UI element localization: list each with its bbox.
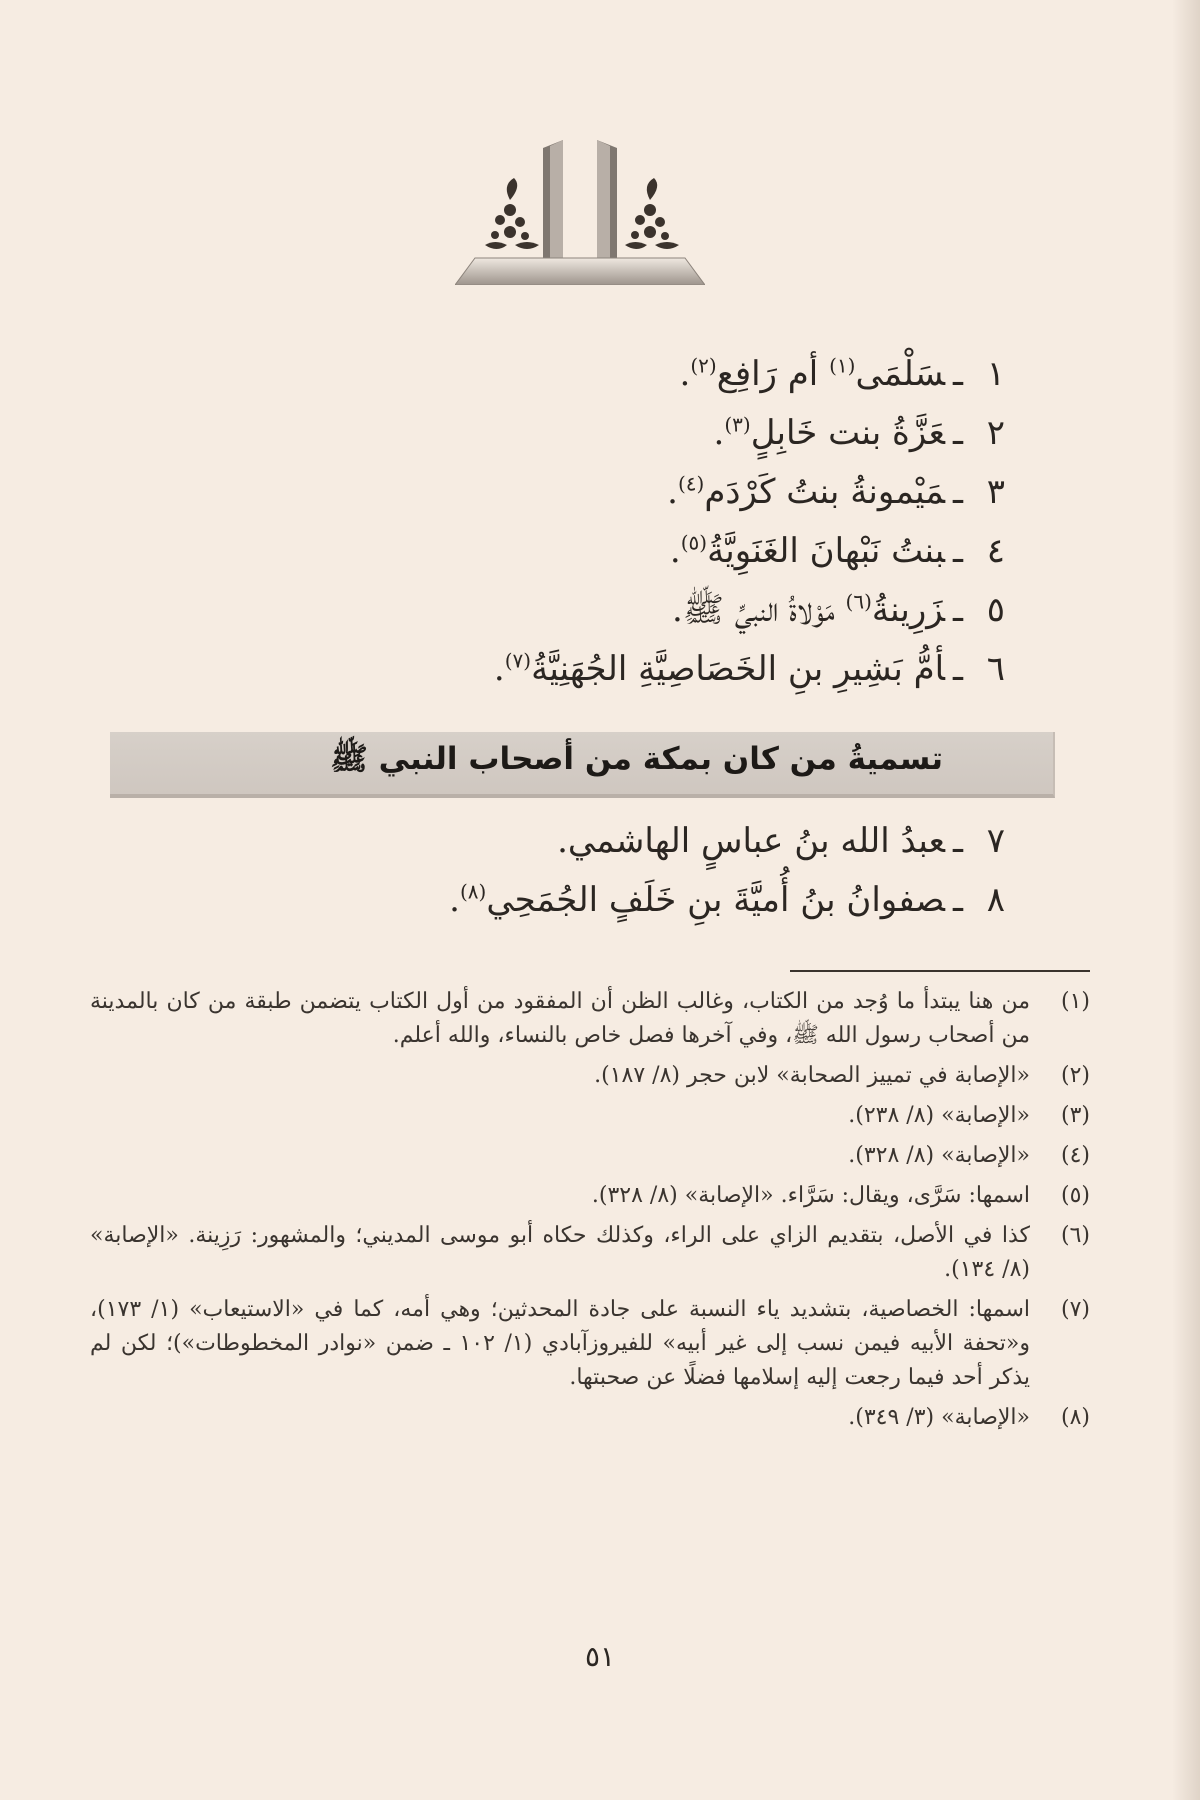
footnote-number: (٨): [1060, 1405, 1090, 1430]
list-item: ١ـسَلْمَى$^{(١)}$ أم رَافِع$^{(٢)}$.: [305, 345, 1005, 404]
footnote: [90, 1293, 1090, 1395]
footnote-number: (٦): [1060, 1223, 1090, 1248]
list-item: ٦ـأمُّ بَشِيرِ بنِ الخَصَاصِيَّةِ الجُهَنِيَّةُ$^{(٧)}$.: [305, 640, 1005, 699]
footnote-text: «الإصابة» (٨/ ٢٣٨).: [848, 1103, 1030, 1128]
footnote-text: «الإصابة في تمييز الصحابة» لابن حجر (٨/ ١٨٧).: [594, 1063, 1030, 1088]
list-item: ٢ـعَزَّةُ بنت خَابِلٍ$^{(٣)}$.: [305, 404, 1005, 463]
footnote-ref[interactable]: (٥): [680, 530, 708, 555]
entry-number: ٤: [986, 531, 1005, 571]
footnote: [90, 1139, 1090, 1173]
footnote-ref[interactable]: (٦): [845, 589, 872, 614]
footnote-ref[interactable]: (٢): [690, 353, 717, 378]
footnote-text: اسمها: سَرَّى، ويقال: سَرَّاء. «الإصابة» (٨/ ٣٢٨).: [591, 1183, 1030, 1208]
entry-name: زَرِينةُ: [871, 590, 946, 630]
entry-number: ٣: [986, 472, 1005, 512]
footnote-text: «الإصابة» (٣/ ٣٤٩).: [848, 1405, 1030, 1430]
footnote-text: «الإصابة» (٨/ ٣٢٨).: [848, 1143, 1030, 1168]
footnote-ref[interactable]: (١): [829, 353, 856, 378]
entry-name: سَلْمَى: [855, 354, 946, 394]
list-item: ٣ـمَيْمونةُ بنتُ كَرْدَم$^{(٤)}$.: [305, 463, 1005, 522]
footnote-number: (٣): [1060, 1103, 1090, 1128]
entries-list-2: [305, 812, 1005, 930]
list-item: ٥ـزَرِينةُ$^{(٦)}$ مَوْلاةُ النبيِّ ﷺ.: [305, 581, 1005, 640]
entry-name-extra: أم رَافِع: [716, 354, 819, 394]
footnote-number: (١): [1060, 989, 1090, 1014]
list-item: ٤ـبنتُ نَبْهانَ الغَنَوِيَّةُ$^{(٥)}$.: [305, 522, 1005, 581]
entry-name: بنتُ نَبْهانَ الغَنَوِيَّةُ: [707, 531, 946, 571]
entry-number: ٨: [986, 880, 1005, 920]
footnote-text: من هنا يبتدأ ما وُجد من الكتاب، وغالب الظن أن المفقود من أول الكتاب يتضمن طبقة من كان بالمدينة من أصحاب رسول الله ﷺ، وفي آخرها فصل خاص بالنساء، والله أعلم.: [90, 989, 1030, 1048]
footnote-text: كذا في الأصل، بتقديم الزاي على الراء، وكذلك حكاه أبو موسى المديني؛ والمشهور: رَزِينة. «الإصابة» (٨/ ١٣٤).: [90, 1223, 1030, 1282]
footnote: [90, 1099, 1090, 1133]
list-item: ٧ـعبدُ الله بنُ عباسٍ الهاشمي.: [305, 812, 1005, 871]
section-title: تسميةُ من كان بمكة من أصحاب النبي ﷺ: [330, 741, 943, 777]
entry-number: ٦: [986, 649, 1005, 689]
entries-list: [305, 345, 1005, 699]
list-item: ٨ـصفوانُ بنُ أُميَّةَ بنِ خَلَفٍ الجُمَحِي$^{(٨)}$.: [305, 871, 1005, 930]
footnote-separator: [790, 970, 1090, 972]
footnote: [90, 1179, 1090, 1213]
entry-name: أمُّ بَشِيرِ بنِ الخَصَاصِيَّةِ الجُهَنِيَّةُ: [531, 649, 946, 689]
footnote-ref[interactable]: (٧): [504, 648, 532, 673]
page-edge-shadow: [1172, 0, 1200, 1800]
entry-name: صفوانُ بنُ أُميَّةَ بنِ خَلَفٍ الجُمَحِي: [486, 880, 946, 920]
footnote: [90, 1401, 1090, 1435]
footnote-ref[interactable]: (٣): [724, 412, 751, 437]
entry-number: ١: [986, 354, 1005, 394]
entry-name: مَيْمونةُ بنتُ كَرْدَم: [704, 472, 946, 512]
footnote: [90, 985, 1090, 1053]
footnote-number: (٢): [1060, 1063, 1090, 1088]
footnote-ref[interactable]: (٨): [459, 879, 487, 904]
page-number: ٥١: [584, 1640, 616, 1673]
footnote-number: (٤): [1060, 1143, 1090, 1168]
entry-name-extra: مَوْلاةُ النبيِّ ﷺ: [682, 590, 835, 630]
footnote-number: (٥): [1060, 1183, 1090, 1208]
entry-name: عَزَّةُ بنت خَابِلٍ: [750, 413, 946, 453]
entry-name: عبدُ الله بنُ عباسٍ الهاشمي: [567, 821, 946, 861]
entry-number: ٥: [986, 590, 1005, 630]
footnote: [90, 1219, 1090, 1287]
footnote-ref[interactable]: (٤): [677, 471, 705, 496]
chapter-ornament-icon: [455, 140, 705, 285]
entry-number: ٢: [986, 413, 1005, 453]
section-heading-bar: [110, 732, 1055, 798]
footnotes: [90, 985, 1090, 1441]
footnote: [90, 1059, 1090, 1093]
footnote-number: (٧): [1060, 1297, 1090, 1322]
entry-number: ٧: [986, 821, 1005, 861]
footnote-text: اسمها: الخصاصية، بتشديد ياء النسبة على جادة المحدثين؛ وهي أمه، كما في «الاستيعاب» (١/ ١٧٣)، و«تحفة الأبيه فيمن نسب إلى غير أبيه» للفيروزآبادي (١/ ١٠٢ ـ ضمن «نوادر المخطوطات»)؛ لكن لم يذكر أحد فيما رجعت إليه إسلامها فضلًا عن صحبتها.: [90, 1297, 1031, 1390]
